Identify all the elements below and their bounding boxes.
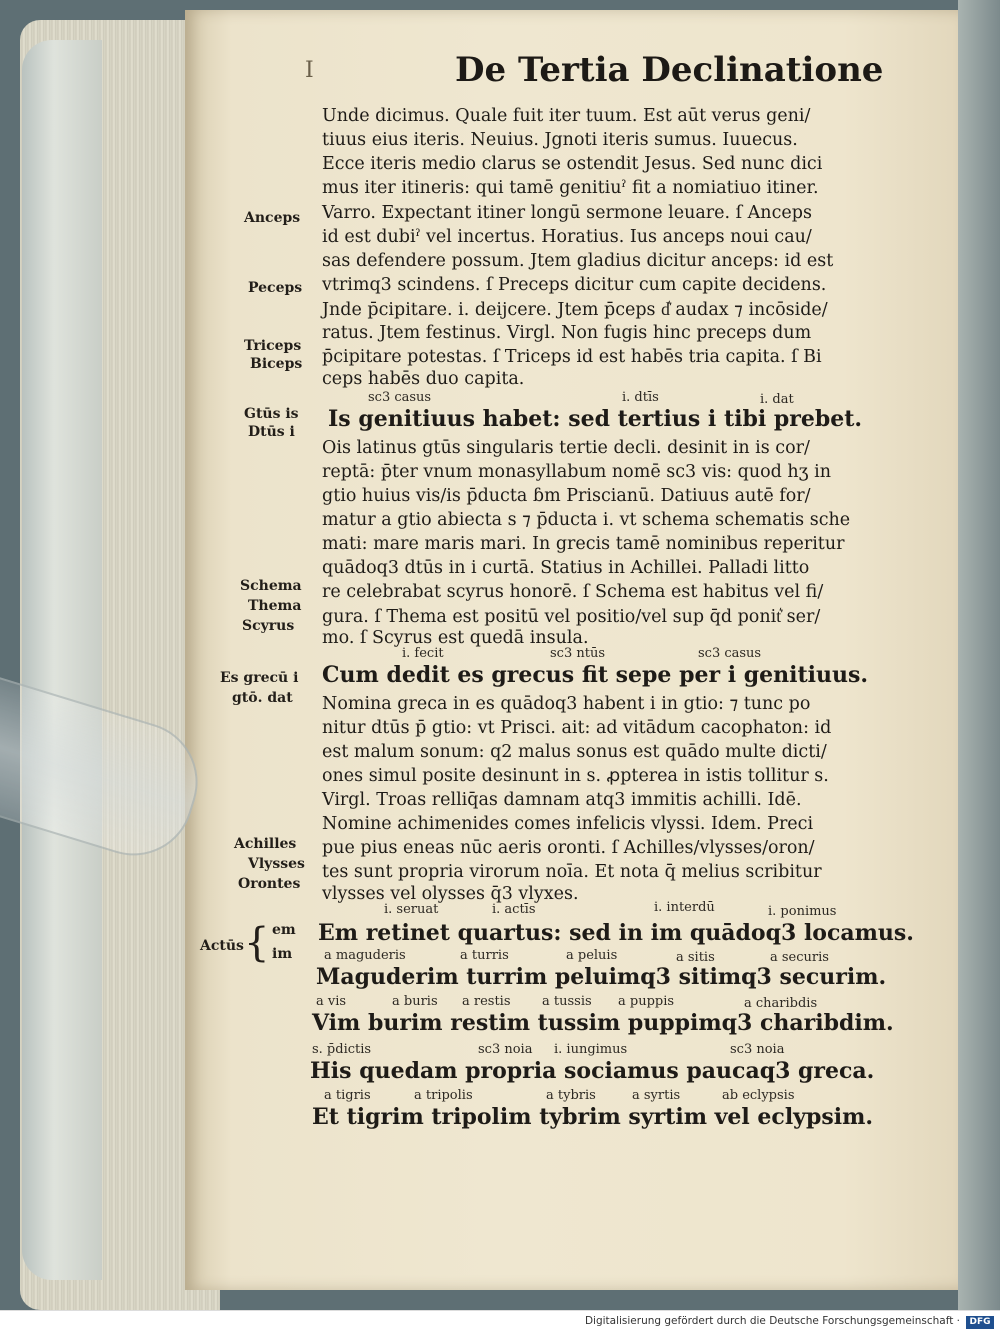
text-line: tes sunt propria virorum noīa. Et nota q̄ melius scribitur: [322, 862, 822, 882]
text-line: Varro. Expectant itiner longū sermone leuare. ſ Anceps: [322, 203, 812, 223]
text-line: Unde dicimus. Quale fuit iter tuum. Est aūt verus geni/: [322, 106, 811, 126]
gloss: sc3 casus: [368, 390, 432, 405]
text-line: nitur dtūs p̄ gtio: vt Prisci. ait: ad vitādum cacophaton: id: [322, 718, 832, 738]
verse-line: Cum dedit es grecus fit sepe per i genitiuus.: [322, 662, 869, 688]
dfg-logo: DFG: [966, 1316, 994, 1329]
margin-note: Thema: [248, 598, 302, 614]
text-line: Ecce iteris medio clarus se ostendit Jesus. Sed nunc dici: [322, 154, 823, 174]
text-line: reptā: p̄ter vnum monasyllabum nomē sc3 vis: quod hʒ in: [322, 462, 831, 482]
margin-note: Achilles: [234, 836, 297, 852]
margin-note: Triceps: [244, 338, 302, 354]
funding-note: Digitalisierung gefördert durch die Deutsche Forschungsgemeinschaft ·: [584, 1315, 960, 1327]
gloss: i. dtīs: [622, 390, 659, 405]
running-title: De Tertia Declinatione: [455, 50, 884, 90]
text-line: ones simul posite desinunt in s. ꝓpterea in istis tollitur s.: [322, 766, 829, 786]
margin-note: Dtūs i: [248, 424, 295, 440]
verse-line: His quedam propria sociamus paucaq3 greca.: [310, 1058, 875, 1084]
gloss: a securis: [770, 950, 829, 965]
gloss: i. iungimus: [554, 1042, 628, 1057]
text-line: Ois latinus gtūs singularis tertie decli. desinit in is cor/: [322, 438, 810, 458]
text-line: matur a gtio abiecta s ⁊ p̄ducta i. vt schema schematis sche: [322, 510, 851, 530]
gloss: i. interdū: [654, 900, 715, 915]
margin-note: Schema: [240, 578, 302, 594]
gloss: a sitis: [676, 950, 715, 965]
text-line: mo. ſ Scyrus est quedā insula.: [322, 628, 589, 648]
text-line: p̄cipitare potestas. ſ Triceps id est habēs tria capita. ſ Bi: [322, 347, 822, 367]
margin-note: Scyrus: [242, 618, 295, 634]
gloss: a syrtis: [632, 1088, 681, 1103]
text-line: mus iter itineris: qui tamē genitiuˀ fit a nomiatiuo itiner.: [322, 178, 819, 198]
margin-note: em: [272, 922, 296, 938]
gloss: sc3 noia: [478, 1042, 533, 1057]
verse-line: Vim burim restim tussim puppimq3 charibdim.: [312, 1010, 894, 1036]
text-line: vlysses vel olysses q̄3 vlyxes.: [322, 884, 579, 904]
text-line: gtio huius vis/is p̄ducta ɓm Priscianū. Datiuus autē for/: [322, 486, 811, 506]
text-line: sas defendere possum. Jtem gladius dicitur anceps: id est: [322, 251, 834, 271]
gloss: a tigris: [324, 1088, 371, 1103]
gloss: a maguderis: [324, 948, 406, 963]
text-line: Virgl. Troas relliq̄as damnam atq3 immitis achilli. Idē.: [322, 790, 802, 810]
gloss: a tussis: [542, 994, 592, 1009]
gloss: a tripolis: [414, 1088, 473, 1103]
margin-note: Orontes: [238, 876, 301, 892]
gloss: i. dat: [760, 392, 794, 407]
verse-line: Em retinet quartus: sed in im quādoq3 locamus.: [318, 920, 914, 946]
gloss: i. ponimus: [768, 904, 837, 919]
margin-note: Es grecū i: [220, 670, 299, 686]
text-line: ceps habēs duo capita.: [322, 369, 525, 389]
margin-note: gtō. dat: [232, 690, 293, 706]
margin-note: Gtūs is: [244, 406, 299, 422]
margin-note: im: [272, 946, 293, 962]
gloss: i. seruat: [384, 902, 439, 917]
verse-line: Et tigrim tripolim tybrim syrtim vel eclypsim.: [312, 1104, 874, 1130]
verse-line: Is genitiuus habet: sed tertius i tibi prebet.: [328, 406, 863, 432]
footer-bar: [0, 1310, 1000, 1334]
gloss: a puppis: [618, 994, 675, 1009]
gloss: a charibdis: [744, 996, 818, 1011]
text-line: Jnde p̄cipitare. i. deijcere. Jtem p̄ceps d͛ audax ⁊ incōside/: [322, 300, 828, 320]
gloss: s. p̄dictis: [312, 1042, 372, 1057]
margin-note: Anceps: [244, 210, 301, 226]
gloss: a restis: [462, 994, 511, 1009]
brace-mark: {: [244, 920, 270, 966]
gloss: sc3 ntūs: [550, 646, 605, 661]
page-mark: I: [305, 58, 314, 83]
text-line: id est dubiˀ vel incertus. Horatius. Ius anceps noui cau/: [322, 227, 812, 247]
text-line: tiuus eius iteris. Neuius. Jgnoti iteris sumus. Iuuecus.: [322, 130, 798, 150]
text-line: Nomina greca in es quādoq3 habent i in gtio: ⁊ tunc po: [322, 694, 811, 714]
gloss: a peluis: [566, 948, 618, 963]
gloss: i. fecit: [402, 646, 444, 661]
text-line: quādoq3 dtūs in i curtā. Statius in Achillei. Palladi litto: [322, 558, 810, 578]
margin-note: Vlysses: [248, 856, 305, 872]
gloss: a buris: [392, 994, 438, 1009]
text-line: re celebrabat scyrus honorē. ſ Schema est habitus vel fi/: [322, 582, 824, 602]
text-line: gura. ſ Thema est positū vel positio/vel sup q̄d ponit͛ ser/: [322, 607, 821, 627]
gloss: i. actīs: [492, 902, 536, 917]
margin-note: Peceps: [248, 280, 303, 296]
verse-line: Maguderim turrim peluimq3 sitimq3 securim.: [316, 964, 887, 990]
gloss: ab eclypsis: [722, 1088, 795, 1103]
gloss: a tybris: [546, 1088, 596, 1103]
gloss: a vis: [316, 994, 347, 1009]
margin-note: Biceps: [250, 356, 303, 372]
gloss: sc3 casus: [698, 646, 762, 661]
gloss: sc3 noia: [730, 1042, 785, 1057]
text-line: pue pius eneas nūc aeris oronti. ſ Achilles/vlysses/oron/: [322, 838, 815, 858]
gloss: a turris: [460, 948, 509, 963]
text-line: ratus. Jtem festinus. Virgl. Non fugis hinc preceps dum: [322, 323, 812, 343]
text-line: vtrimq3 scindens. ſ Preceps dicitur cum capite decidens.: [322, 275, 827, 295]
text-line: Nomine achimenides comes infelicis vlyssi. Idem. Preci: [322, 814, 814, 834]
text-line: est malum sonum: q2 malus sonus est quādo multe dicti/: [322, 742, 827, 762]
margin-note: Actūs: [200, 938, 244, 954]
text-line: mati: mare maris mari. In grecis tamē nominibus reperitur: [322, 534, 845, 554]
